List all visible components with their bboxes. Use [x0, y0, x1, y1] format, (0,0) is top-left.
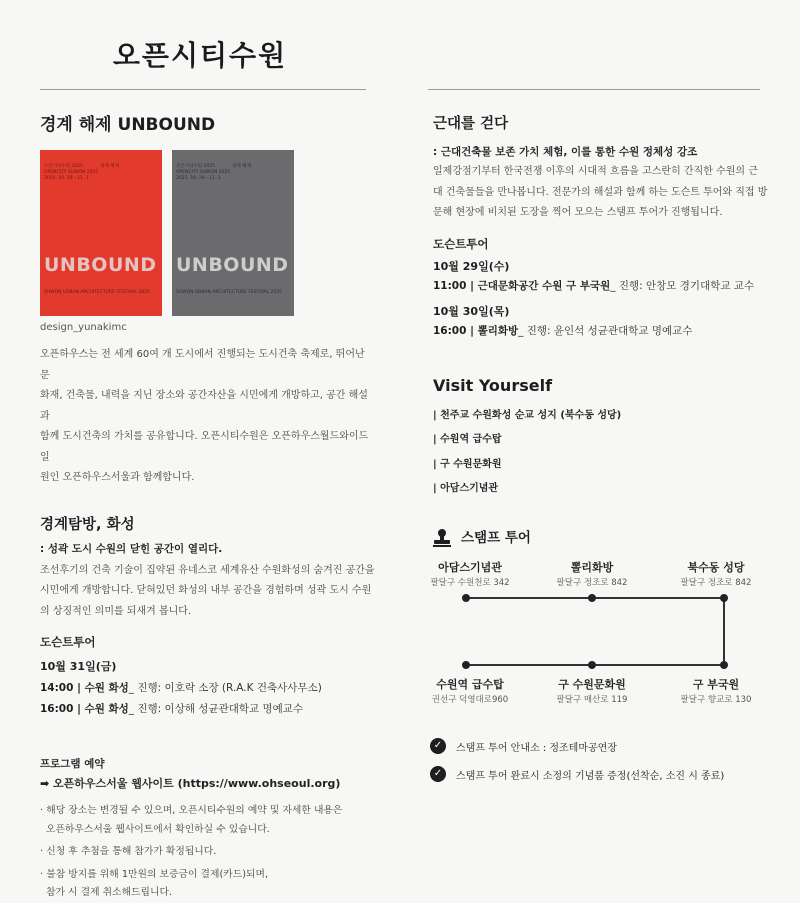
poster-gray-caption-c: SUWON URBAN ARCHITECTURE FESTIVAL 2025	[176, 290, 282, 295]
list-item: | 수원역 급수탑	[433, 434, 502, 445]
check-circle-icon: ✓	[430, 766, 446, 782]
stop-address: 팔달구 정조로 842	[556, 578, 628, 588]
poster-gray-caption-b: 경계 해제	[232, 164, 251, 169]
route-node	[720, 661, 728, 669]
hwaseong-paragraph: 조선후기의 건축 기술이 집약된 유네스코 세계유산 수원화성의 숨겨진 공간을 시민에게 개방합니다. 닫혀있던 화성의 내부 공간을 경험하며 성곽 도시 수원 의 상징적인 의미를 되새겨 봅니다.	[40, 564, 375, 617]
tour-date: 10월 29일(수)	[433, 259, 510, 273]
stamp-tour-heading	[433, 528, 768, 548]
stop-address: 권선구 덕영대로960	[431, 695, 509, 705]
stop-name: 북수동 성당	[687, 561, 745, 574]
right-column	[433, 114, 768, 548]
stop-address: 팔달구 정조로 842	[680, 578, 752, 588]
stamp-route-map	[428, 555, 773, 710]
left-column	[40, 114, 375, 903]
docent-label-right: 도슨트투어	[433, 236, 489, 251]
stop-name: 구 부국원	[692, 678, 740, 691]
visit-list	[433, 404, 768, 502]
poster-red	[40, 150, 162, 316]
divider-left	[40, 89, 366, 90]
stop-name: 수원역 급수탑	[436, 678, 504, 691]
stop-name: 아담스기념관	[438, 561, 502, 574]
reservation-notes: · 해당 장소는 변경될 수 있으며, 오픈시티수원의 예약 및 자세한 내용은 오픈하우스서울 웹사이트에서 확인하실 수 있습니다. · 신청 후 추첨을 통해 참가가 확정됩니다. · 불참 방지를 위해 1만원의 보증금이 결제(카드)되며, 참가 시 결제 취소해드립니다.	[40, 805, 343, 898]
poster-red-word: UNBOUND	[44, 254, 157, 276]
stop-name: 구 수원문화원	[558, 678, 626, 691]
reservation-link[interactable]: ➡ 오픈하우스서울 웹사이트 (https://www.ohseoul.org)	[40, 777, 341, 790]
festival-logo: 오픈시티수원	[112, 39, 288, 72]
tour-line: 11:00 | 근대문화공간 수원 구 부국원_ 진행: 안창모 경기대학교 교수	[433, 279, 755, 292]
tour-line: 16:00 | 뽈리화방_ 진행: 윤인석 성균관대학교 명예교수	[433, 324, 693, 337]
modern-title: 근대를 걷다	[433, 116, 509, 132]
docent-label-left: 도슨트투어	[40, 635, 96, 649]
list-item: | 구 수원문화원	[433, 458, 502, 470]
poster-gray	[172, 150, 294, 316]
poster-gray-word: UNBOUND	[176, 254, 289, 276]
check-circle-icon: ✓	[430, 738, 446, 754]
stamp-icon	[433, 529, 451, 547]
tour-line: 16:00 | 수원 화성_ 진행: 이상해 성균관대학교 명예교수	[40, 703, 304, 715]
route-node	[462, 594, 470, 602]
stop-name: 뽈리화방	[570, 561, 614, 574]
list-item: ✓ 스탬프 투어 완료시 소정의 기념품 증정(선착순, 소진 시 종료)	[430, 766, 770, 782]
list-item: ✓ 스탬프 투어 안내소 : 정조테마공연장	[430, 738, 770, 754]
list-item: | 아담스기념관	[433, 483, 499, 494]
intro-paragraph: 오픈하우스는 전 세계 60여 개 도시에서 진행되는 도시건축 축제로, 뛰어난 문 화재, 건축물, 내력을 지닌 장소와 공간자산을 시민에게 개방하고, 공간 해설과 함께 도시건축의 가치를 공유합니다. 오픈시티수원은 오픈하우스월드와이드 일 원인 오픈하우스서울과 함께합니다.	[40, 349, 369, 483]
visit-title: Visit Yourself	[433, 375, 553, 395]
poster-red-caption-c: SUWON URBAN ARCHITECTURE FESTIVAL 2025	[44, 290, 150, 295]
route-line	[723, 597, 725, 665]
stop-address: 팔달구 향교로 130	[680, 695, 752, 705]
route-node	[588, 594, 596, 602]
tour-line: 14:00 | 수원 화성_ 진행: 이호락 소장 (R.A.K 건축사사무소)	[40, 682, 322, 694]
poster-red-caption-a: 오픈시티수원 2025 OPENCITY SUWON 2025 2025. 10. 29 - 11. 1	[44, 164, 99, 181]
hwaseong-title: 경계탐방, 화성	[40, 516, 135, 533]
poster-gray-caption-a: 오픈시티수원 2025 OPENCITY SUWON 2025 2025. 10. 29 - 11. 1	[176, 164, 231, 181]
stop-address: 팔달구 매산로 119	[556, 695, 628, 705]
modern-paragraph: 일제강점기부터 한국전쟁 이후의 시대적 흐름을 고스란히 간직한 수원의 근 대 건축물들을 만나봅니다. 전문가의 해설과 함께 하는 도슨트 투어와 직접 방 문해 현장에 비치된 도장을 찍어 모으는 스탬프 투어가 진행됩니다.	[433, 166, 768, 218]
route-node	[720, 594, 728, 602]
tour-date-left: 10월 31일(금)	[40, 660, 117, 673]
design-credit: design_yunakimc	[40, 322, 127, 333]
route-node	[588, 661, 596, 669]
route-node	[462, 661, 470, 669]
stamp-info-list	[430, 738, 770, 792]
reservation-title: 프로그램 예약	[40, 758, 105, 770]
divider-right	[428, 89, 760, 90]
modern-lead: : 근대건축물 보존 가치 체험, 이를 통한 수원 정체성 강조	[433, 146, 698, 158]
stop-address: 팔달구 수원천로 342	[430, 578, 510, 588]
unbound-title: 경계 해제 UNBOUND	[40, 115, 216, 135]
tour-date: 10월 30일(목)	[433, 304, 510, 318]
stamp-tour-title: 스탬프 투어	[461, 529, 531, 546]
poster-red-caption-b: 경계 해제	[100, 164, 119, 169]
list-item: | 천주교 수원화성 순교 성지 (북수동 성당)	[433, 409, 622, 421]
hwaseong-lead: : 성곽 도시 수원의 닫힌 공간이 열리다.	[40, 542, 223, 555]
poster-group	[40, 150, 375, 316]
